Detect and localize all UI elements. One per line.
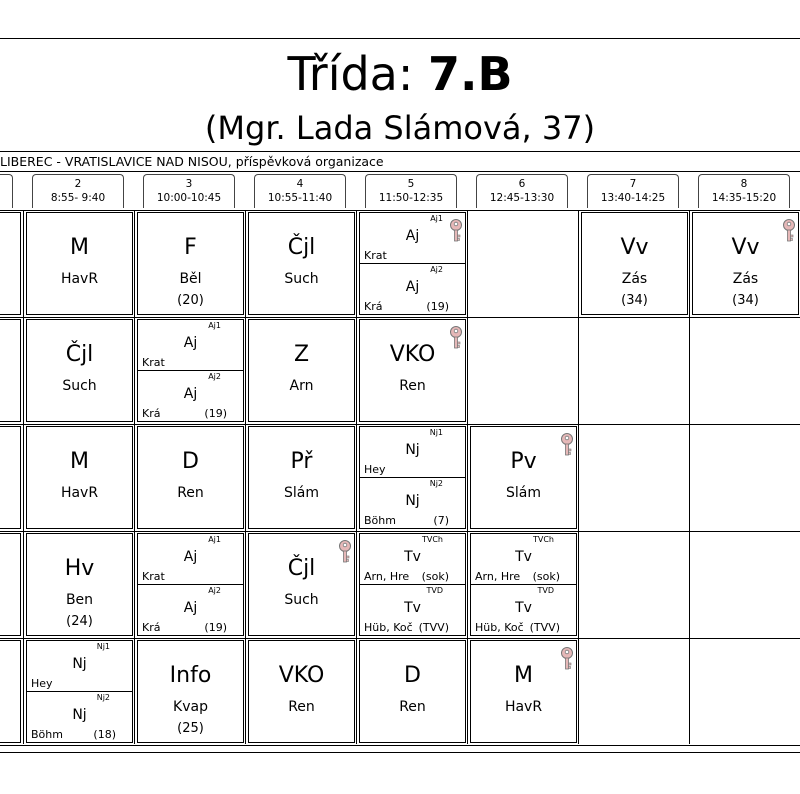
lesson-subject: Vv bbox=[731, 235, 760, 260]
lesson-room: (20) bbox=[177, 293, 204, 308]
school-name: LIBEREC - VRATISLAVICE NAD NISOU, příspěvková organizace bbox=[0, 154, 384, 169]
lesson-teacher: Arn bbox=[289, 378, 314, 394]
lesson-group-top bbox=[471, 534, 576, 585]
lesson-cell[interactable] bbox=[26, 533, 133, 636]
period-time: 12:45-13:30 bbox=[489, 192, 555, 204]
lesson-teacher: Krá bbox=[364, 300, 383, 313]
period-time: 8:55- 9:40 bbox=[50, 192, 106, 204]
lesson-subject: D bbox=[182, 449, 199, 474]
lesson-subject: Hv bbox=[64, 556, 95, 581]
lesson-cell[interactable] bbox=[248, 212, 355, 315]
period-header bbox=[476, 174, 568, 208]
group-label: Aj1 bbox=[430, 214, 443, 223]
lesson-subject: Aj bbox=[405, 228, 420, 244]
lesson-teacher: Arn, Hre bbox=[364, 569, 410, 583]
lesson-group-bottom bbox=[360, 478, 465, 529]
key-icon bbox=[560, 647, 574, 671]
lesson-subject: Pv bbox=[510, 449, 537, 474]
lesson-subject: Nj bbox=[72, 706, 87, 723]
lesson-subject: Info bbox=[169, 663, 212, 688]
lesson-cell[interactable] bbox=[248, 533, 355, 636]
period-number: 7 bbox=[629, 178, 637, 190]
lesson-teacher: Böhm bbox=[31, 728, 63, 741]
group-label: TVCh bbox=[532, 535, 554, 544]
lesson-subject: Vv bbox=[620, 235, 649, 260]
lesson-group-top bbox=[138, 534, 243, 585]
lesson-teacher: Krat bbox=[364, 248, 387, 262]
lesson-subject: Nj bbox=[405, 492, 420, 509]
key-icon bbox=[449, 219, 463, 243]
lesson-subject: Tv bbox=[515, 549, 532, 565]
lesson-teacher: Arn, Hre bbox=[475, 569, 521, 583]
lesson-teacher: HavR bbox=[504, 699, 543, 715]
lesson-teacher: Ren bbox=[399, 378, 426, 394]
period-number: 6 bbox=[518, 178, 526, 190]
group-label: TVD bbox=[537, 585, 554, 595]
period-header bbox=[365, 174, 457, 208]
period-number: 3 bbox=[185, 178, 193, 190]
period-number: 5 bbox=[407, 178, 415, 190]
lesson-teacher: HavR bbox=[60, 271, 99, 287]
lesson-subject: Př bbox=[290, 449, 313, 474]
lesson-cell-partial bbox=[0, 640, 21, 743]
lesson-cell[interactable] bbox=[359, 533, 466, 636]
lesson-cell[interactable] bbox=[692, 212, 799, 315]
lesson-teacher: HavR bbox=[60, 485, 99, 501]
top-border bbox=[0, 38, 800, 39]
grid-column-line bbox=[134, 210, 135, 744]
group-label: Aj2 bbox=[208, 371, 221, 381]
lesson-group-top bbox=[360, 534, 465, 585]
lesson-room: (18) bbox=[93, 728, 116, 741]
lesson-subject: F bbox=[184, 235, 197, 260]
group-label: Nj1 bbox=[96, 642, 110, 651]
lesson-cell[interactable] bbox=[248, 640, 355, 743]
lesson-teacher: Ren bbox=[288, 699, 315, 715]
lesson-subject: Tv bbox=[404, 549, 421, 565]
lesson-group-bottom bbox=[138, 585, 243, 636]
grid-column-line bbox=[245, 210, 246, 744]
lesson-cell[interactable] bbox=[26, 319, 133, 422]
lesson-subject: Aj bbox=[405, 278, 420, 295]
lesson-cell[interactable] bbox=[359, 319, 466, 422]
lesson-subject: Aj bbox=[183, 385, 198, 402]
lesson-group-bottom bbox=[27, 692, 132, 743]
lesson-room: (19) bbox=[426, 300, 449, 313]
lesson-teacher: Krá bbox=[142, 621, 161, 634]
lesson-room: (19) bbox=[204, 621, 227, 634]
lesson-room: (34) bbox=[732, 293, 759, 308]
lesson-room: (34) bbox=[621, 293, 648, 308]
group-label: Nj1 bbox=[429, 428, 443, 437]
lesson-subject: M bbox=[514, 663, 533, 688]
lesson-teacher: Slám bbox=[506, 485, 541, 501]
lesson-subject: Čjl bbox=[287, 235, 316, 260]
lesson-cell[interactable] bbox=[359, 212, 466, 315]
grid-row-line bbox=[0, 210, 800, 211]
period-header bbox=[143, 174, 235, 208]
period-number: 2 bbox=[74, 178, 82, 190]
lesson-teacher: Krat bbox=[142, 355, 165, 369]
lesson-teacher: Zás bbox=[621, 271, 648, 287]
period-time: 10:00-10:45 bbox=[156, 192, 222, 204]
lesson-cell[interactable] bbox=[137, 640, 244, 743]
lesson-teacher: Ren bbox=[399, 699, 426, 715]
lesson-cell[interactable] bbox=[248, 319, 355, 422]
lesson-group-top bbox=[360, 427, 465, 478]
period-number: 4 bbox=[296, 178, 304, 190]
lesson-subject: Aj bbox=[183, 549, 198, 565]
group-label: Nj2 bbox=[96, 692, 110, 702]
lesson-subject: Nj bbox=[405, 442, 420, 458]
lesson-teacher: Ben bbox=[65, 592, 94, 608]
lesson-room: (19) bbox=[204, 407, 227, 420]
lesson-teacher: Hey bbox=[31, 676, 53, 690]
lesson-cell[interactable] bbox=[26, 640, 133, 743]
lesson-group-bottom bbox=[360, 585, 465, 636]
lesson-cell-partial bbox=[0, 319, 21, 422]
lesson-teacher: Hüb, Koč bbox=[364, 621, 413, 634]
lesson-cell[interactable] bbox=[248, 426, 355, 529]
class-teacher: (Mgr. Lada Slámová, 37) bbox=[204, 109, 596, 147]
lesson-cell[interactable] bbox=[359, 640, 466, 743]
lesson-teacher: Such bbox=[284, 271, 319, 287]
lesson-teacher: Krat bbox=[142, 569, 165, 583]
lesson-subject: VKO bbox=[389, 342, 436, 367]
period-header bbox=[254, 174, 346, 208]
period-number: 8 bbox=[740, 178, 748, 190]
period-time: 13:40-14:25 bbox=[600, 192, 666, 204]
lesson-subject: Nj bbox=[72, 656, 87, 672]
lesson-cell[interactable] bbox=[137, 533, 244, 636]
period-header bbox=[587, 174, 679, 208]
key-icon bbox=[338, 540, 352, 564]
lesson-teacher: Such bbox=[284, 592, 319, 608]
group-label: TVD bbox=[426, 585, 443, 595]
lesson-cell[interactable] bbox=[26, 426, 133, 529]
period-header bbox=[698, 174, 790, 208]
lesson-teacher: Běl bbox=[179, 271, 202, 287]
grid-column-line bbox=[467, 210, 468, 744]
lesson-group-bottom bbox=[471, 585, 576, 636]
header-divider bbox=[0, 151, 800, 152]
lesson-subject: Tv bbox=[515, 599, 532, 616]
period-header-partial bbox=[0, 174, 13, 208]
group-label: Aj2 bbox=[208, 585, 221, 595]
lesson-room: (sok) bbox=[532, 569, 560, 583]
lesson-teacher: Hey bbox=[364, 462, 386, 476]
lesson-subject: Aj bbox=[183, 599, 198, 616]
grid-column-line bbox=[578, 210, 579, 744]
lesson-subject: VKO bbox=[278, 663, 325, 688]
title-prefix: Třída: bbox=[287, 47, 428, 101]
grid-column-line bbox=[689, 210, 690, 744]
lesson-room: (24) bbox=[66, 614, 93, 629]
period-time: 10:55-11:40 bbox=[267, 192, 333, 204]
lesson-teacher: Zás bbox=[732, 271, 759, 287]
lesson-teacher: Kvap bbox=[173, 699, 208, 715]
lesson-group-top bbox=[27, 641, 132, 692]
period-time: 14:35-15:20 bbox=[711, 192, 777, 204]
key-icon bbox=[782, 219, 796, 243]
lesson-teacher: Krá bbox=[142, 407, 161, 420]
lesson-subject: Tv bbox=[404, 599, 421, 616]
grid-row-line bbox=[0, 317, 800, 318]
period-header bbox=[32, 174, 124, 208]
lesson-subject: Z bbox=[293, 342, 310, 367]
bottom-border bbox=[0, 752, 800, 753]
page-title bbox=[0, 44, 800, 104]
lesson-subject: D bbox=[404, 663, 421, 688]
lesson-cell-partial bbox=[0, 212, 21, 315]
grid-column-line bbox=[356, 210, 357, 744]
lesson-cell[interactable] bbox=[137, 212, 244, 315]
lesson-group-bottom bbox=[138, 371, 243, 422]
lesson-subject: Aj bbox=[183, 335, 198, 351]
lesson-cell[interactable] bbox=[359, 426, 466, 529]
class-name: 7.B bbox=[428, 47, 513, 101]
lesson-room: (sok) bbox=[421, 569, 449, 583]
group-label: Nj2 bbox=[429, 478, 443, 488]
lesson-subject: Čjl bbox=[287, 556, 316, 581]
lesson-subject: Čjl bbox=[65, 342, 94, 367]
lesson-cell[interactable] bbox=[470, 426, 577, 529]
group-label: Aj1 bbox=[208, 535, 221, 544]
lesson-teacher: Slám bbox=[284, 485, 319, 501]
key-icon bbox=[560, 433, 574, 457]
key-icon bbox=[449, 326, 463, 350]
lesson-room: (7) bbox=[433, 514, 449, 527]
grid-row-line bbox=[0, 424, 800, 425]
grid-column-line bbox=[23, 210, 24, 744]
group-label: TVCh bbox=[421, 535, 443, 544]
period-time: 11:50-12:35 bbox=[378, 192, 444, 204]
lesson-cell[interactable] bbox=[581, 212, 688, 315]
lesson-cell-partial bbox=[0, 533, 21, 636]
lesson-cell[interactable] bbox=[470, 640, 577, 743]
lesson-teacher: Böhm bbox=[364, 514, 396, 527]
lesson-teacher: Hüb, Koč bbox=[475, 621, 524, 634]
grid-row-line bbox=[0, 531, 800, 532]
grid-row-line bbox=[0, 638, 800, 639]
lesson-room: (TVV) bbox=[418, 621, 449, 634]
lesson-teacher: Such bbox=[62, 378, 97, 394]
lesson-subject: M bbox=[70, 235, 89, 260]
lesson-subject: M bbox=[70, 449, 89, 474]
lesson-group-top bbox=[138, 320, 243, 371]
lesson-group-bottom bbox=[360, 264, 465, 315]
group-label: Aj2 bbox=[430, 264, 443, 274]
lesson-cell[interactable] bbox=[470, 533, 577, 636]
lesson-room: (TVV) bbox=[529, 621, 560, 634]
grid-row-line bbox=[0, 745, 800, 746]
lesson-room: (25) bbox=[177, 721, 204, 736]
lesson-cell[interactable] bbox=[137, 319, 244, 422]
lesson-cell[interactable] bbox=[137, 426, 244, 529]
group-label: Aj1 bbox=[208, 321, 221, 330]
lesson-cell-partial bbox=[0, 426, 21, 529]
lesson-teacher: Ren bbox=[177, 485, 204, 501]
lesson-cell[interactable] bbox=[26, 212, 133, 315]
school-divider bbox=[0, 171, 800, 172]
